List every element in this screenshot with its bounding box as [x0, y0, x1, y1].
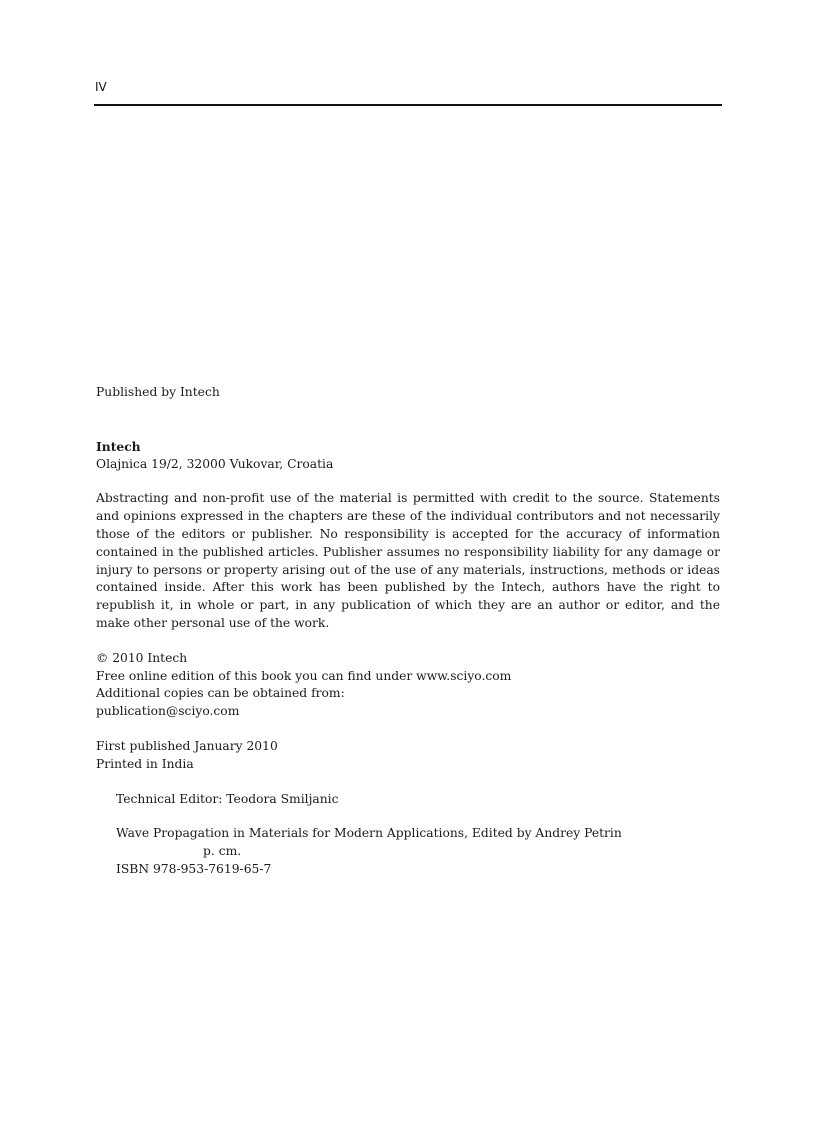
copies-line: Additional copies can be obtained from:: [96, 686, 345, 701]
copyright-line: © 2010 Intech: [96, 650, 188, 665]
isbn-line: ISBN 978-953-7619-65-7: [116, 861, 272, 876]
published-by-line: Published by Intech: [96, 385, 220, 399]
catalog-pages-line: p. cm.: [203, 844, 242, 859]
technical-editor-line: Technical Editor: Teodora Smiljanic: [116, 791, 339, 806]
disclaimer-paragraph: Abstracting and non-profit use of the material is permitted with credit to the source. Statements and opinions expressed in the chapters are these of the individual contributors and not necessarily those of the editors or publisher. No responsibility is accepted for the accuracy of information contained in the published articles. Publisher assumes no responsibility liability for any damage or injury to persons or property arising out of the use of any materials, instructions, methods or ideas contained inside. After this work has been published by the Intech, authors have the right to republish it, in whole or part, in any publication of which they are an author or editor, and the make other personal use of the work.: [96, 491, 720, 630]
imprint-content: [96, 384, 720, 879]
header-rule: [94, 104, 722, 106]
page-number: IV: [95, 80, 107, 94]
contact-email: publication@sciyo.com: [96, 704, 240, 719]
catalog-title-line: Wave Propagation in Materials for Modern Applications, Edited by Andrey Petrin: [116, 826, 622, 841]
printed-in-line: Printed in India: [96, 756, 194, 771]
first-published-line: First published January 2010: [96, 738, 278, 753]
publisher-address: Olajnica 19/2, 32000 Vukovar, Croatia: [96, 456, 334, 471]
publisher-name: Intech: [96, 438, 141, 454]
online-edition-line: Free online edition of this book you can find under www.sciyo.com: [96, 668, 512, 683]
